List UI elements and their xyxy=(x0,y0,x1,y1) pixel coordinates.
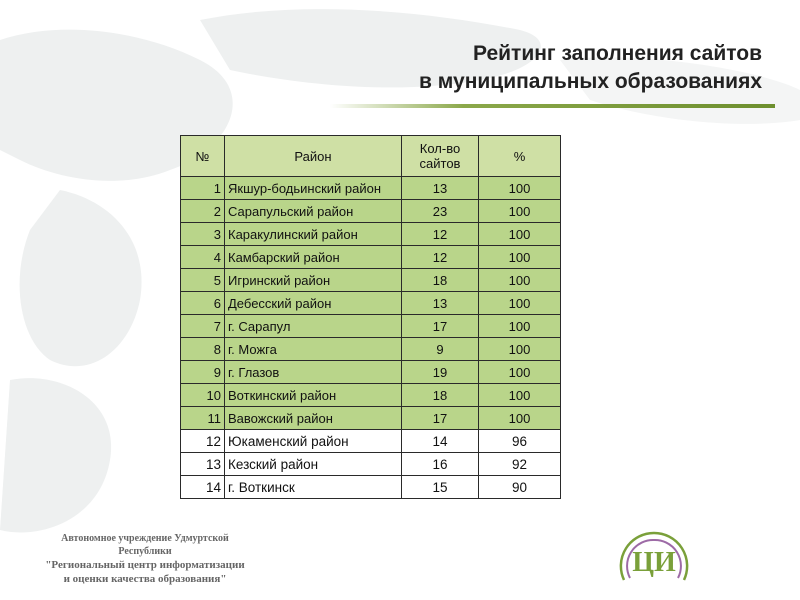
row-district: г. Глазов xyxy=(225,361,402,384)
organization-name xyxy=(40,532,250,586)
row-number: 3 xyxy=(181,223,225,246)
row-district: Воткинский район xyxy=(225,384,402,407)
row-percent: 100 xyxy=(479,338,561,361)
slide-title-line2: в муниципальных образованиях xyxy=(419,70,762,93)
table-row xyxy=(181,223,561,246)
row-site-count: 12 xyxy=(402,246,479,269)
row-percent: 100 xyxy=(479,223,561,246)
table-row xyxy=(181,177,561,200)
row-district: Камбарский район xyxy=(225,246,402,269)
row-site-count: 18 xyxy=(402,384,479,407)
table-row xyxy=(181,361,561,384)
row-site-count: 17 xyxy=(402,315,479,338)
row-number: 8 xyxy=(181,338,225,361)
title-underline xyxy=(330,104,775,108)
row-percent: 100 xyxy=(479,292,561,315)
row-percent: 96 xyxy=(479,430,561,453)
row-percent: 100 xyxy=(479,361,561,384)
table-row xyxy=(181,200,561,223)
row-site-count: 14 xyxy=(402,430,479,453)
col-header-district: Район xyxy=(225,136,402,177)
table-row xyxy=(181,453,561,476)
table-header-row xyxy=(181,136,561,177)
row-percent: 100 xyxy=(479,177,561,200)
row-percent: 100 xyxy=(479,269,561,292)
row-district: г. Можга xyxy=(225,338,402,361)
row-number: 5 xyxy=(181,269,225,292)
row-number: 6 xyxy=(181,292,225,315)
table-row xyxy=(181,430,561,453)
table-row xyxy=(181,476,561,499)
row-district: Игринский район xyxy=(225,269,402,292)
org-name-line2: "Региональный центр информатизации xyxy=(45,559,245,571)
row-district: г. Воткинск xyxy=(225,476,402,499)
org-name-line1: Автономное учреждение Удмуртской Республики xyxy=(61,533,229,557)
col-header-number: № xyxy=(181,136,225,177)
row-percent: 100 xyxy=(479,407,561,430)
table-row xyxy=(181,292,561,315)
row-percent: 92 xyxy=(479,453,561,476)
slide-title-line1: Рейтинг заполнения сайтов xyxy=(472,42,762,65)
row-site-count: 16 xyxy=(402,453,479,476)
row-site-count: 12 xyxy=(402,223,479,246)
row-percent: 100 xyxy=(479,200,561,223)
row-district: Дебесский район xyxy=(225,292,402,315)
table-row xyxy=(181,246,561,269)
org-name-line3: и оценки качества образования" xyxy=(63,573,227,585)
row-district: г. Сарапул xyxy=(225,315,402,338)
row-district: Вавожский район xyxy=(225,407,402,430)
row-site-count: 13 xyxy=(402,292,479,315)
row-site-count: 13 xyxy=(402,177,479,200)
row-district: Кезский район xyxy=(225,453,402,476)
row-district: Якшур-бодьинский район xyxy=(225,177,402,200)
row-district: Каракулинский район xyxy=(225,223,402,246)
row-percent: 100 xyxy=(479,315,561,338)
row-number: 14 xyxy=(181,476,225,499)
row-site-count: 23 xyxy=(402,200,479,223)
row-number: 1 xyxy=(181,177,225,200)
table-row xyxy=(181,407,561,430)
row-number: 12 xyxy=(181,430,225,453)
row-percent: 100 xyxy=(479,384,561,407)
row-site-count: 9 xyxy=(402,338,479,361)
row-percent: 100 xyxy=(479,246,561,269)
table-row xyxy=(181,384,561,407)
logo-letters: ЦИ xyxy=(632,547,676,578)
row-number: 7 xyxy=(181,315,225,338)
slide-title xyxy=(419,40,762,96)
row-number: 2 xyxy=(181,200,225,223)
table-row xyxy=(181,315,561,338)
row-number: 9 xyxy=(181,361,225,384)
table-row xyxy=(181,269,561,292)
row-site-count: 19 xyxy=(402,361,479,384)
row-number: 10 xyxy=(181,384,225,407)
row-number: 13 xyxy=(181,453,225,476)
rcio-logo-icon xyxy=(610,528,698,586)
row-site-count: 15 xyxy=(402,476,479,499)
row-number: 4 xyxy=(181,246,225,269)
row-district: Сарапульский район xyxy=(225,200,402,223)
row-site-count: 17 xyxy=(402,407,479,430)
table-row xyxy=(181,338,561,361)
row-percent: 90 xyxy=(479,476,561,499)
col-header-site-count: Кол-во сайтов xyxy=(402,136,479,177)
row-number: 11 xyxy=(181,407,225,430)
col-header-percent: % xyxy=(479,136,561,177)
row-district: Юкаменский район xyxy=(225,430,402,453)
ranking-table xyxy=(180,135,561,499)
row-site-count: 18 xyxy=(402,269,479,292)
